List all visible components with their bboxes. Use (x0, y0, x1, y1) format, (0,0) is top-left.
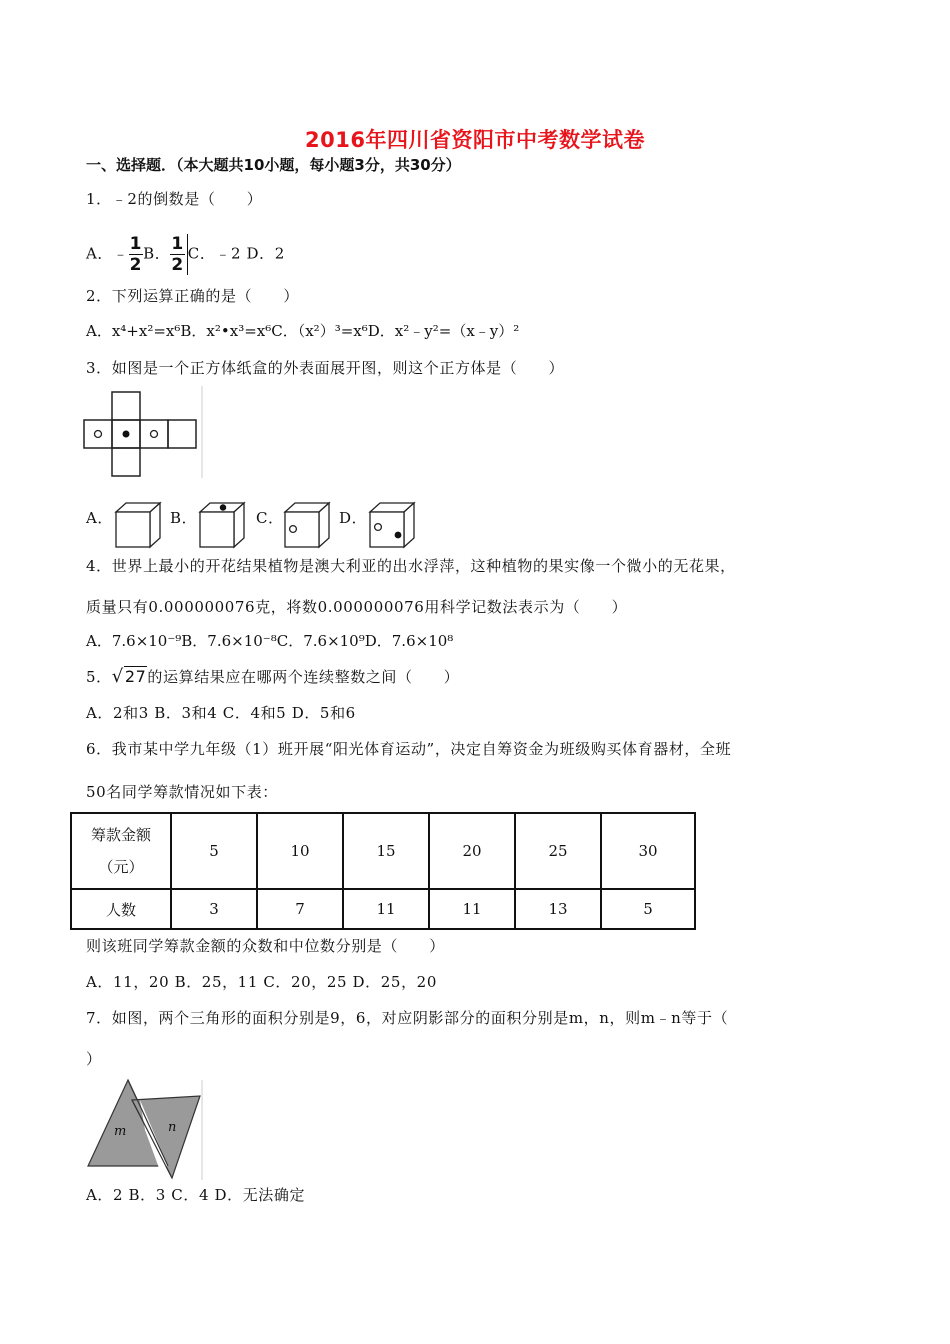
section-heading: 一、选择题．（本大题共10小题，每小题3分，共30分） (86, 156, 461, 174)
q1-fraction-b: $\frac{1}{2}$ (170, 234, 187, 275)
q5-options: A．2和3 B．3和4 C．4和5 D．5和6 (86, 704, 356, 722)
table-row (71, 889, 695, 929)
table-header-cell: 人数 (71, 889, 171, 929)
table-cell: 25 (515, 813, 601, 889)
open-dot-icon (95, 431, 102, 438)
cube-net-figure (82, 386, 208, 480)
q3-label-c: C． (256, 509, 284, 527)
q4-line-1: 4．世界上最小的开花结果植物是澳大利亚的出水浮萍，这种植物的果实像一个微小的无花果， (86, 557, 736, 575)
q2-option-b: B．x²•x³=x⁶ (180, 322, 272, 340)
q1-option-a-prefix: A．﹣ (86, 244, 129, 263)
table-cell: 15 (343, 813, 429, 889)
q6-line-2: 50名同学筹款情况如下表： (86, 783, 278, 801)
table-cell: 20 (429, 813, 515, 889)
q5-prefix: 5． (86, 668, 112, 686)
q4-line-2: 质量只有0.000000076克，将数0.000000076用科学记数法表示为（ ） (86, 598, 628, 616)
cube-option-a (112, 500, 164, 550)
q1-options-rest: C．﹣2 D．2 (187, 244, 285, 263)
q3-label-b: B． (170, 509, 198, 527)
q7-options: A．2 B．3 C．4 D．无法确定 (86, 1186, 306, 1204)
table-cell: 11 (429, 889, 515, 929)
q7-line-1: 7．如图，两个三角形的面积分别是9，6，对应阴影部分的面积分别是m，n，则m﹣n等于（ (86, 1009, 729, 1027)
q3-stem: 3．如图是一个正方体纸盒的外表面展开图，则这个正方体是（ ） (86, 359, 565, 377)
triangles-figure (84, 1076, 210, 1182)
q6-question: 则该班同学筹款金额的众数和中位数分别是（ ） (86, 937, 445, 955)
sqrt-icon: √ (111, 666, 124, 687)
q5-radicand: 27 (124, 667, 147, 686)
table-cell: 11 (343, 889, 429, 929)
cube-option-b (196, 500, 248, 550)
q2-option-a: A．x⁴+x²=x⁶ (86, 322, 181, 340)
filled-dot-icon (123, 431, 130, 438)
q6-options: A．11，20 B．25，11 C．20，25 D．25，20 (86, 973, 437, 991)
cube-option-d (366, 500, 418, 550)
table-cell: 5 (171, 813, 257, 889)
fundraising-table (70, 812, 696, 930)
q5-stem-line (86, 666, 459, 687)
table-cell: 13 (515, 889, 601, 929)
table-cell: 7 (257, 889, 343, 929)
q1-options (86, 234, 285, 275)
q4-options: A．7.6×10⁻⁹B．7.6×10⁻⁸C．7.6×10⁹D．7.6×10⁸ (86, 632, 454, 650)
q6-line-1: 6．我市某中学九年级（1）班开展“阳光体育运动”，决定自筹资金为班级购买体育器材，全班 (86, 740, 732, 758)
q1-stem: 1．﹣2的倒数是（ ） (86, 190, 263, 208)
open-dot-icon (151, 431, 158, 438)
q2-option-d: D．x²﹣y²=（x﹣y）² (367, 322, 520, 340)
q2-option-c: C．（x²）³=x⁶ (271, 322, 368, 340)
q1-option-b-label: B． (143, 244, 171, 263)
table-cell: 10 (257, 813, 343, 889)
q7-line-2: ） (86, 1050, 102, 1068)
cube-option-c (281, 500, 333, 550)
q1-fraction-a: $\frac{1}{2}$ (129, 234, 143, 275)
q2-stem: 2．下列运算正确的是（ ） (86, 287, 299, 305)
label-n: n (168, 1120, 177, 1135)
table-cell: 5 (601, 889, 695, 929)
table-row (71, 813, 695, 889)
q3-label-a: A． (86, 509, 114, 527)
q2-options (86, 320, 519, 341)
table-header-cell: 筹款金额 （元） (71, 813, 171, 889)
q5-stem: 的运算结果应在哪两个连续整数之间（ ） (147, 668, 460, 686)
q3-label-d: D． (339, 509, 368, 527)
page-title: 2016年四川省资阳市中考数学试卷 (305, 128, 645, 152)
table-cell: 3 (171, 889, 257, 929)
table-cell: 30 (601, 813, 695, 889)
label-m: m (114, 1124, 127, 1139)
